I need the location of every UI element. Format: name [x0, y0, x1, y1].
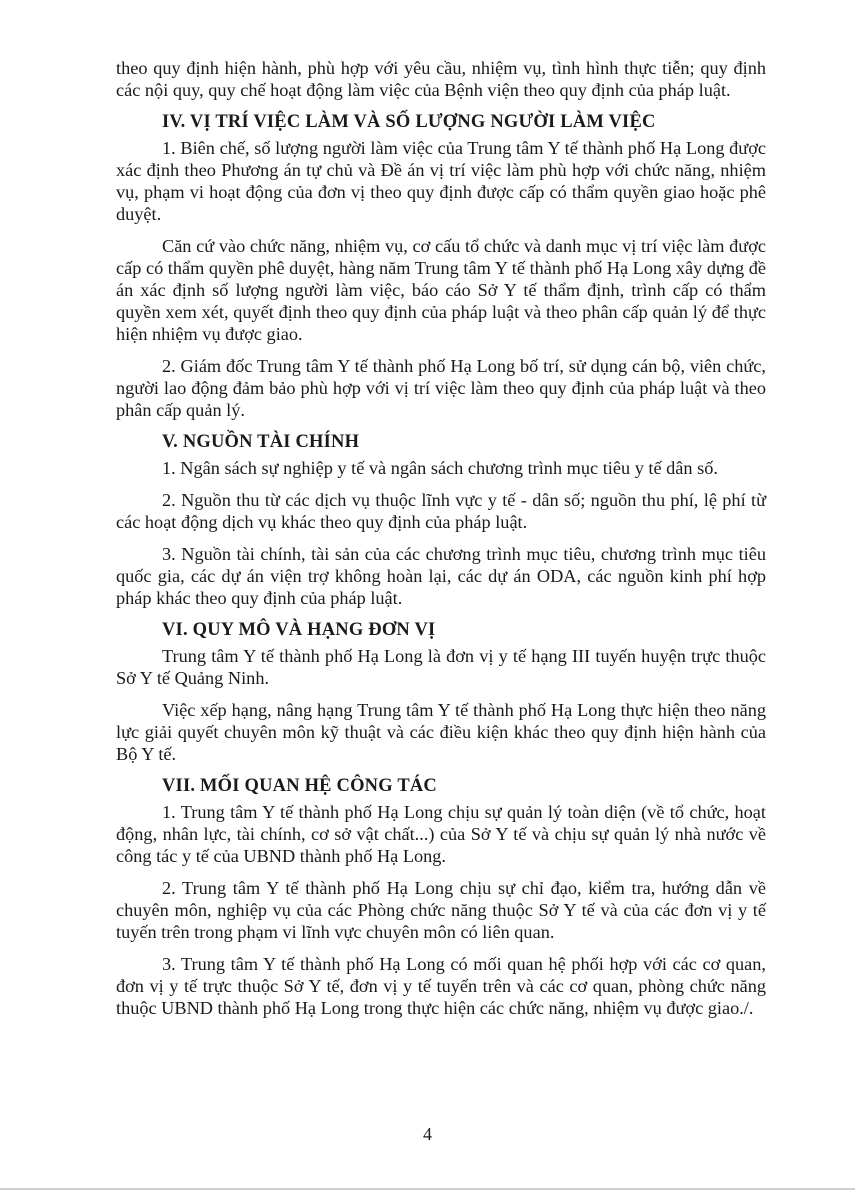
section-heading: VI. QUY MÔ VÀ HẠNG ĐƠN VỊ	[162, 620, 436, 640]
paragraph: 1. Trung tâm Y tế thành phố Hạ Long chịu sự quản lý toàn diện (về tổ chức, hoạt động, nhân lực, tài chính, cơ sở vật chất...) của Sở Y tế và chịu sự quản lý nhà nước về công tác y tế của UBND thành phố Hạ Long.	[116, 802, 766, 866]
section-heading: V. NGUỒN TÀI CHÍNH	[162, 432, 360, 452]
page-number: 4	[423, 1124, 432, 1144]
document-body	[116, 57, 766, 1029]
paragraph: 3. Nguồn tài chính, tài sản của các chương trình mục tiêu, chương trình mục tiêu quốc gia, các dự án viện trợ không hoàn lại, các dự án ODA, các nguồn kinh phí hợp pháp khác theo quy định của pháp luật.	[116, 544, 766, 608]
section-heading: VII. MỐI QUAN HỆ CÔNG TÁC	[162, 776, 437, 796]
section-v	[116, 431, 766, 609]
paragraph: Căn cứ vào chức năng, nhiệm vụ, cơ cấu tổ chức và danh mục vị trí việc làm được cấp có thẩm quyền phê duyệt, hàng năm Trung tâm Y tế thành phố Hạ Long xây dựng đề án xác định số lượng người làm việc, báo cáo Sở Y tế thẩm định, trình cấp có thẩm quyền xem xét, quyết định theo quy định của pháp luật và theo phân cấp quản lý để thực hiện nhiệm vụ được giao.	[116, 236, 766, 344]
paragraph: 2. Giám đốc Trung tâm Y tế thành phố Hạ Long bố trí, sử dụng cán bộ, viên chức, người lao động đảm bảo phù hợp với vị trí việc làm theo quy định của pháp luật và theo phân cấp quản lý.	[116, 356, 766, 420]
paragraph: 3. Trung tâm Y tế thành phố Hạ Long có mối quan hệ phối hợp với các cơ quan, đơn vị y tế trực thuộc Sở Y tế, đơn vị y tế tuyến trên và các cơ quan, phòng chức năng thuộc UBND thành phố Hạ Long trong thực hiện các chức năng, nhiệm vụ được giao./.	[116, 954, 766, 1018]
scan-edge-line	[0, 1188, 855, 1190]
section-heading: IV. VỊ TRÍ VIỆC LÀM VÀ SỐ LƯỢNG NGƯỜI LÀM VIỆC	[162, 112, 656, 132]
section-iv	[116, 111, 766, 421]
paragraph: 2. Nguồn thu từ các dịch vụ thuộc lĩnh vực y tế - dân số; nguồn thu phí, lệ phí từ các hoạt động dịch vụ khác theo quy định của pháp luật.	[116, 490, 766, 532]
section-vii	[116, 775, 766, 1019]
paragraph: Trung tâm Y tế thành phố Hạ Long là đơn vị y tế hạng III tuyến huyện trực thuộc Sở Y tế Quảng Ninh.	[116, 646, 766, 688]
paragraph: 1. Ngân sách sự nghiệp y tế và ngân sách chương trình mục tiêu y tế dân số.	[162, 458, 718, 478]
section-vi	[116, 619, 766, 765]
intro-paragraph: theo quy định hiện hành, phù hợp với yêu cầu, nhiệm vụ, tình hình thực tiễn; quy định các nội quy, quy chế hoạt động làm việc của Bệnh viện theo quy định của pháp luật.	[116, 58, 766, 100]
paragraph: 1. Biên chế, số lượng người làm việc của Trung tâm Y tế thành phố Hạ Long được xác định theo Phương án tự chủ và Đề án vị trí việc làm phù hợp với chức năng, nhiệm vụ, phạm vi hoạt động của đơn vị theo quy định được cấp có thẩm quyền giao hoặc phê duyệt.	[116, 138, 766, 224]
paragraph: Việc xếp hạng, nâng hạng Trung tâm Y tế thành phố Hạ Long thực hiện theo năng lực giải quyết chuyên môn kỹ thuật và các điều kiện khác theo quy định hiện hành của Bộ Y tế.	[116, 700, 766, 764]
paragraph: 2. Trung tâm Y tế thành phố Hạ Long chịu sự chỉ đạo, kiểm tra, hướng dẫn về chuyên môn, nghiệp vụ của các Phòng chức năng thuộc Sở Y tế và của các đơn vị y tế tuyến trên trong phạm vi lĩnh vực chuyên môn có liên quan.	[116, 878, 766, 942]
